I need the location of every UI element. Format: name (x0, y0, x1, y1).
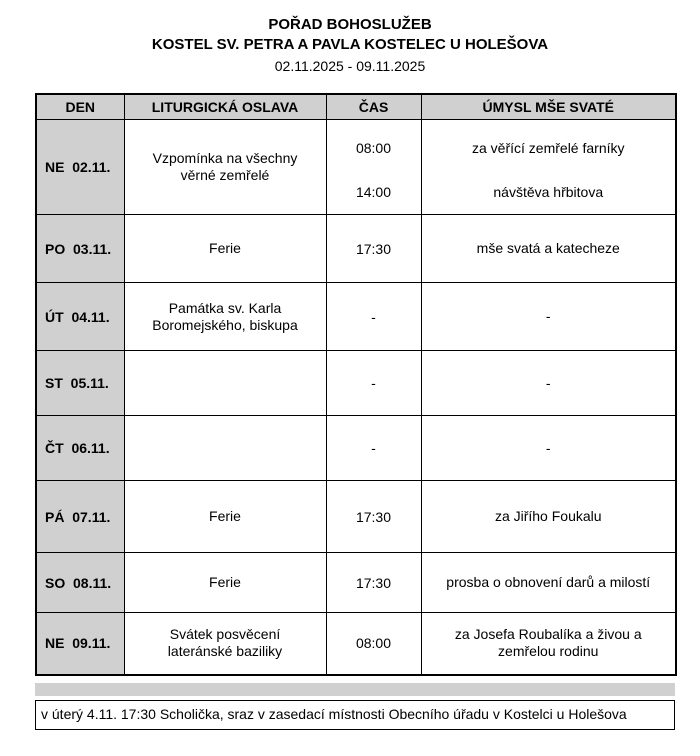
intention-value: za věřící zemřelé farníky (472, 140, 625, 157)
time-cell: 17:30 (326, 481, 421, 553)
table-row (36, 351, 676, 416)
time-stack (327, 121, 421, 214)
intention-value: návštěva hřbitova (493, 183, 604, 200)
table-header-row (36, 94, 676, 120)
intention-cell: - (421, 416, 676, 481)
table-row (36, 553, 676, 613)
table-row (36, 613, 676, 675)
day-cell: ÚT 04.11. (36, 283, 124, 351)
day-cell: ČT 06.11. (36, 416, 124, 481)
celebration-cell: Vzpomínka na všechny věrné zemřelé (124, 120, 326, 215)
intention-cell: mše svatá a katecheze (421, 215, 676, 283)
schedule-table (35, 93, 677, 676)
time-cell (326, 120, 421, 215)
celebration-cell: Památka sv. Karla Boromejského, biskupa (124, 283, 326, 351)
celebration-cell: Ferie (124, 215, 326, 283)
time-cell: 17:30 (326, 553, 421, 613)
intention-cell: - (421, 283, 676, 351)
day-cell: ST 05.11. (36, 351, 124, 416)
celebration-cell: Ferie (124, 481, 326, 553)
time-cell: - (326, 416, 421, 481)
intention-cell: za Josefa Roubalíka a živou a zemřelou rodinu (421, 613, 676, 675)
footer-note: v úterý 4.11. 17:30 Scholička, sraz v zasedací místnosti Obecního úřadu v Kostelci u Holešova (35, 700, 675, 730)
time-cell: - (326, 351, 421, 416)
time-value: 08:00 (355, 140, 392, 157)
celebration-cell (124, 351, 326, 416)
time-cell: 08:00 (326, 613, 421, 675)
table-row (36, 481, 676, 553)
document-header (0, 15, 700, 77)
column-header-den: DEN (36, 94, 124, 120)
celebration-cell (124, 416, 326, 481)
time-cell: 17:30 (326, 215, 421, 283)
column-header-cas: ČAS (326, 94, 421, 120)
time-cell: - (326, 283, 421, 351)
table-row (36, 120, 676, 215)
day-cell: NE 02.11. (36, 120, 124, 215)
table-row (36, 283, 676, 351)
page-subtitle: KOSTEL SV. PETRA A PAVLA KOSTELEC U HOLEŠOVA (151, 36, 549, 53)
divider-bar (35, 683, 675, 696)
page-title: POŘAD BOHOSLUŽEB (268, 16, 432, 33)
day-cell: NE 09.11. (36, 613, 124, 675)
table-row (36, 416, 676, 481)
document-content (35, 93, 675, 730)
intention-cell (421, 120, 676, 215)
day-cell: PÁ 07.11. (36, 481, 124, 553)
celebration-cell: Ferie (124, 553, 326, 613)
day-cell: SO 08.11. (36, 553, 124, 613)
column-header-umysl-mse-svate: ÚMYSL MŠE SVATÉ (421, 94, 676, 120)
column-header-liturgicka-oslava: LITURGICKÁ OSLAVA (124, 94, 326, 120)
table-row (36, 215, 676, 283)
day-cell: PO 03.11. (36, 215, 124, 283)
time-value: 14:00 (355, 183, 392, 200)
intention-cell: - (421, 351, 676, 416)
date-range: 02.11.2025 - 09.11.2025 (274, 58, 426, 74)
intention-cell: prosba o obnovení darů a milostí (421, 553, 676, 613)
intention-stack (422, 121, 676, 214)
celebration-cell: Svátek posvěcení lateránské baziliky (124, 613, 326, 675)
intention-cell: za Jiřího Foukalu (421, 481, 676, 553)
